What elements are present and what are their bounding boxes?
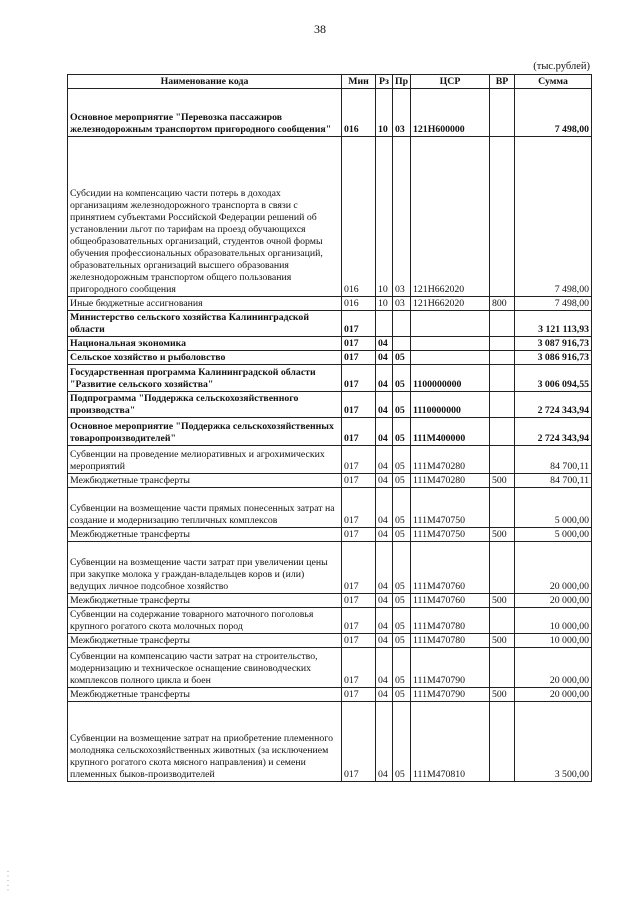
cell-min: 016	[342, 297, 376, 311]
cell-sum: 20 000,00	[515, 594, 592, 608]
cell-name: Иные бюджетные ассигнования	[68, 297, 342, 311]
unit-note: (тыс.рублей)	[533, 61, 590, 72]
cell-sum: 20 000,00	[515, 542, 592, 594]
cell-vr: 500	[490, 594, 515, 608]
cell-min: 017	[342, 351, 376, 365]
table-header-row	[68, 75, 592, 89]
cell-csr: 111М470750	[411, 528, 490, 542]
cell-csr	[411, 351, 490, 365]
cell-min: 017	[342, 446, 376, 474]
table-row	[68, 594, 592, 608]
cell-rz: 04	[376, 542, 393, 594]
cell-rz: 04	[376, 648, 393, 688]
budget-table	[67, 74, 592, 782]
cell-csr: 111М470780	[411, 608, 490, 634]
table-row	[68, 488, 592, 528]
cell-name: Субвенции на содержание товарного маточного поголовья крупного рогатого скота молочных пород	[68, 608, 342, 634]
cell-name: Основное мероприятие "Перевозка пассажиров железнодорожным транспортом пригородного сообщения"	[68, 89, 342, 137]
cell-pr: 05	[393, 608, 411, 634]
cell-name: Сельское хозяйство и рыболовство	[68, 351, 342, 365]
cell-name: Субвенции на проведение мелиоративных и агрохимических мероприятий	[68, 446, 342, 474]
cell-csr: 111М470280	[411, 474, 490, 488]
cell-csr: 111М470780	[411, 634, 490, 648]
header-name: Наименование кода	[68, 75, 342, 89]
cell-vr	[490, 542, 515, 594]
cell-vr	[490, 89, 515, 137]
cell-sum: 3 006 094,55	[515, 365, 592, 392]
cell-vr	[490, 608, 515, 634]
cell-name: Государственная программа Калининградской области "Развитие сельского хозяйства"	[68, 365, 342, 392]
cell-rz: 04	[376, 337, 393, 351]
cell-pr: 05	[393, 446, 411, 474]
cell-rz: 04	[376, 608, 393, 634]
cell-name: Подпрограмма "Поддержка сельскохозяйственного производства"	[68, 392, 342, 418]
cell-min: 017	[342, 337, 376, 351]
table-row	[68, 542, 592, 594]
cell-vr: 500	[490, 688, 515, 702]
table-row	[68, 89, 592, 137]
table-row	[68, 311, 592, 337]
cell-sum: 2 724 343,94	[515, 392, 592, 418]
cell-pr: 05	[393, 702, 411, 782]
cell-vr	[490, 446, 515, 474]
cell-rz: 04	[376, 351, 393, 365]
cell-vr	[490, 488, 515, 528]
table-body	[68, 89, 592, 782]
cell-rz: 04	[376, 418, 393, 446]
cell-pr: 05	[393, 688, 411, 702]
cell-sum: 10 000,00	[515, 634, 592, 648]
cell-csr: 121Н662020	[411, 297, 490, 311]
cell-name: Межбюджетные трансферты	[68, 634, 342, 648]
cell-min: 017	[342, 608, 376, 634]
table-row	[68, 392, 592, 418]
cell-pr: 05	[393, 351, 411, 365]
cell-csr: 121Н600000	[411, 89, 490, 137]
cell-min: 017	[342, 648, 376, 688]
cell-sum: 10 000,00	[515, 608, 592, 634]
cell-name: Межбюджетные трансферты	[68, 688, 342, 702]
cell-name: Субвенции на возмещение затрат на приобретение племенного молодняка сельскохозяйственных животных (за исключением крупного рогатого скота мясного направления) и семени племенных быков-производителей	[68, 702, 342, 782]
cell-min: 017	[342, 634, 376, 648]
cell-min: 017	[342, 392, 376, 418]
cell-min: 017	[342, 488, 376, 528]
cell-rz: 04	[376, 594, 393, 608]
cell-min: 017	[342, 311, 376, 337]
cell-vr: 500	[490, 634, 515, 648]
cell-pr: 05	[393, 542, 411, 594]
cell-vr	[490, 418, 515, 446]
cell-csr: 111М470760	[411, 542, 490, 594]
header-min: Мин	[342, 75, 376, 89]
cell-rz: 04	[376, 528, 393, 542]
cell-vr: 500	[490, 474, 515, 488]
cell-pr: 05	[393, 418, 411, 446]
cell-sum: 3 500,00	[515, 702, 592, 782]
cell-rz: 04	[376, 688, 393, 702]
cell-pr: 03	[393, 137, 411, 297]
cell-name: Основное мероприятие "Поддержка сельскохозяйственных товаропроизводителей"	[68, 418, 342, 446]
cell-rz: 04	[376, 488, 393, 528]
cell-sum: 84 700,11	[515, 474, 592, 488]
cell-csr: 111М470790	[411, 648, 490, 688]
cell-sum: 20 000,00	[515, 688, 592, 702]
cell-min: 017	[342, 542, 376, 594]
cell-name: Субвенции на компенсацию части затрат на строительство, модернизацию и техническое оснащение свиноводческих комплексов полного цикла и боен	[68, 648, 342, 688]
cell-csr: 111М470810	[411, 702, 490, 782]
cell-rz: 04	[376, 702, 393, 782]
cell-min: 017	[342, 688, 376, 702]
cell-min: 017	[342, 418, 376, 446]
table-row	[68, 528, 592, 542]
cell-pr: 05	[393, 634, 411, 648]
table-row	[68, 702, 592, 782]
cell-sum: 7 498,00	[515, 137, 592, 297]
cell-vr	[490, 337, 515, 351]
cell-sum: 7 498,00	[515, 297, 592, 311]
table-row	[68, 608, 592, 634]
header-pr: Пр	[393, 75, 411, 89]
cell-name: Национальная экономика	[68, 337, 342, 351]
cell-pr: 05	[393, 488, 411, 528]
cell-pr: 03	[393, 89, 411, 137]
cell-csr: 121Н662020	[411, 137, 490, 297]
cell-rz: 04	[376, 446, 393, 474]
cell-name: Межбюджетные трансферты	[68, 474, 342, 488]
table-row	[68, 648, 592, 688]
cell-pr: 05	[393, 594, 411, 608]
cell-sum: 3 087 916,73	[515, 337, 592, 351]
cell-rz: 04	[376, 392, 393, 418]
cell-csr: 111М470280	[411, 446, 490, 474]
table-row	[68, 137, 592, 297]
scan-edge-marks: · · · · ·	[3, 870, 12, 892]
cell-min: 017	[342, 702, 376, 782]
cell-pr: 05	[393, 392, 411, 418]
cell-pr	[393, 337, 411, 351]
header-csr: ЦСР	[411, 75, 490, 89]
cell-csr: 111М400000	[411, 418, 490, 446]
table-row	[68, 365, 592, 392]
cell-sum: 5 000,00	[515, 488, 592, 528]
cell-rz: 04	[376, 474, 393, 488]
cell-name: Субвенции на возмещение части прямых понесенных затрат на создание и модернизацию тепличных комплексов	[68, 488, 342, 528]
cell-sum: 7 498,00	[515, 89, 592, 137]
cell-min: 016	[342, 137, 376, 297]
table-row	[68, 351, 592, 365]
cell-sum: 3 121 113,93	[515, 311, 592, 337]
cell-csr: 111М470760	[411, 594, 490, 608]
cell-min: 017	[342, 528, 376, 542]
cell-min: 017	[342, 474, 376, 488]
cell-csr	[411, 337, 490, 351]
table-row	[68, 446, 592, 474]
cell-name: Межбюджетные трансферты	[68, 528, 342, 542]
table-row	[68, 474, 592, 488]
cell-sum: 20 000,00	[515, 648, 592, 688]
cell-pr: 05	[393, 365, 411, 392]
cell-csr: 1110000000	[411, 392, 490, 418]
cell-sum: 3 086 916,73	[515, 351, 592, 365]
header-rz: Рз	[376, 75, 393, 89]
cell-rz	[376, 311, 393, 337]
table-row	[68, 688, 592, 702]
header-vr: ВР	[490, 75, 515, 89]
cell-vr	[490, 351, 515, 365]
cell-name: Межбюджетные трансферты	[68, 594, 342, 608]
table-row	[68, 297, 592, 311]
cell-vr	[490, 365, 515, 392]
cell-sum: 5 000,00	[515, 528, 592, 542]
cell-sum: 84 700,11	[515, 446, 592, 474]
cell-pr	[393, 311, 411, 337]
cell-name: Министерство сельского хозяйства Калининградской области	[68, 311, 342, 337]
cell-sum: 2 724 343,94	[515, 418, 592, 446]
cell-pr: 05	[393, 648, 411, 688]
cell-rz: 04	[376, 365, 393, 392]
cell-vr	[490, 311, 515, 337]
cell-vr: 800	[490, 297, 515, 311]
cell-csr	[411, 311, 490, 337]
cell-rz: 04	[376, 634, 393, 648]
cell-csr: 1100000000	[411, 365, 490, 392]
page-number: 38	[314, 22, 326, 36]
cell-name: Субвенции на возмещение части затрат при увеличении цены при закупке молока у граждан-владельцев коров и (или) ведущих личное подсобное хозяйство	[68, 542, 342, 594]
cell-vr: 500	[490, 528, 515, 542]
cell-pr: 03	[393, 297, 411, 311]
cell-rz: 10	[376, 137, 393, 297]
cell-pr: 05	[393, 474, 411, 488]
table-row	[68, 337, 592, 351]
cell-min: 017	[342, 594, 376, 608]
cell-vr	[490, 648, 515, 688]
cell-rz: 10	[376, 297, 393, 311]
table-row	[68, 634, 592, 648]
cell-rz: 10	[376, 89, 393, 137]
header-sum: Сумма	[515, 75, 592, 89]
cell-vr	[490, 137, 515, 297]
cell-vr	[490, 392, 515, 418]
cell-name: Субсидии на компенсацию части потерь в доходах организациям железнодорожного транспорта в связи с принятием субъектами Российской Федерации решений об установлении льгот по тарифам на проезд обучающихся общеобразовательных организаций, студентов очной формы обучения профессиональных образовательных организаций, образовательных организаций высшего образования железнодорожным транспортом общего пользования пригородного сообщения	[68, 137, 342, 297]
table-row	[68, 418, 592, 446]
cell-min: 016	[342, 89, 376, 137]
cell-pr: 05	[393, 528, 411, 542]
cell-vr	[490, 702, 515, 782]
cell-min: 017	[342, 365, 376, 392]
cell-csr: 111М470790	[411, 688, 490, 702]
cell-csr: 111М470750	[411, 488, 490, 528]
